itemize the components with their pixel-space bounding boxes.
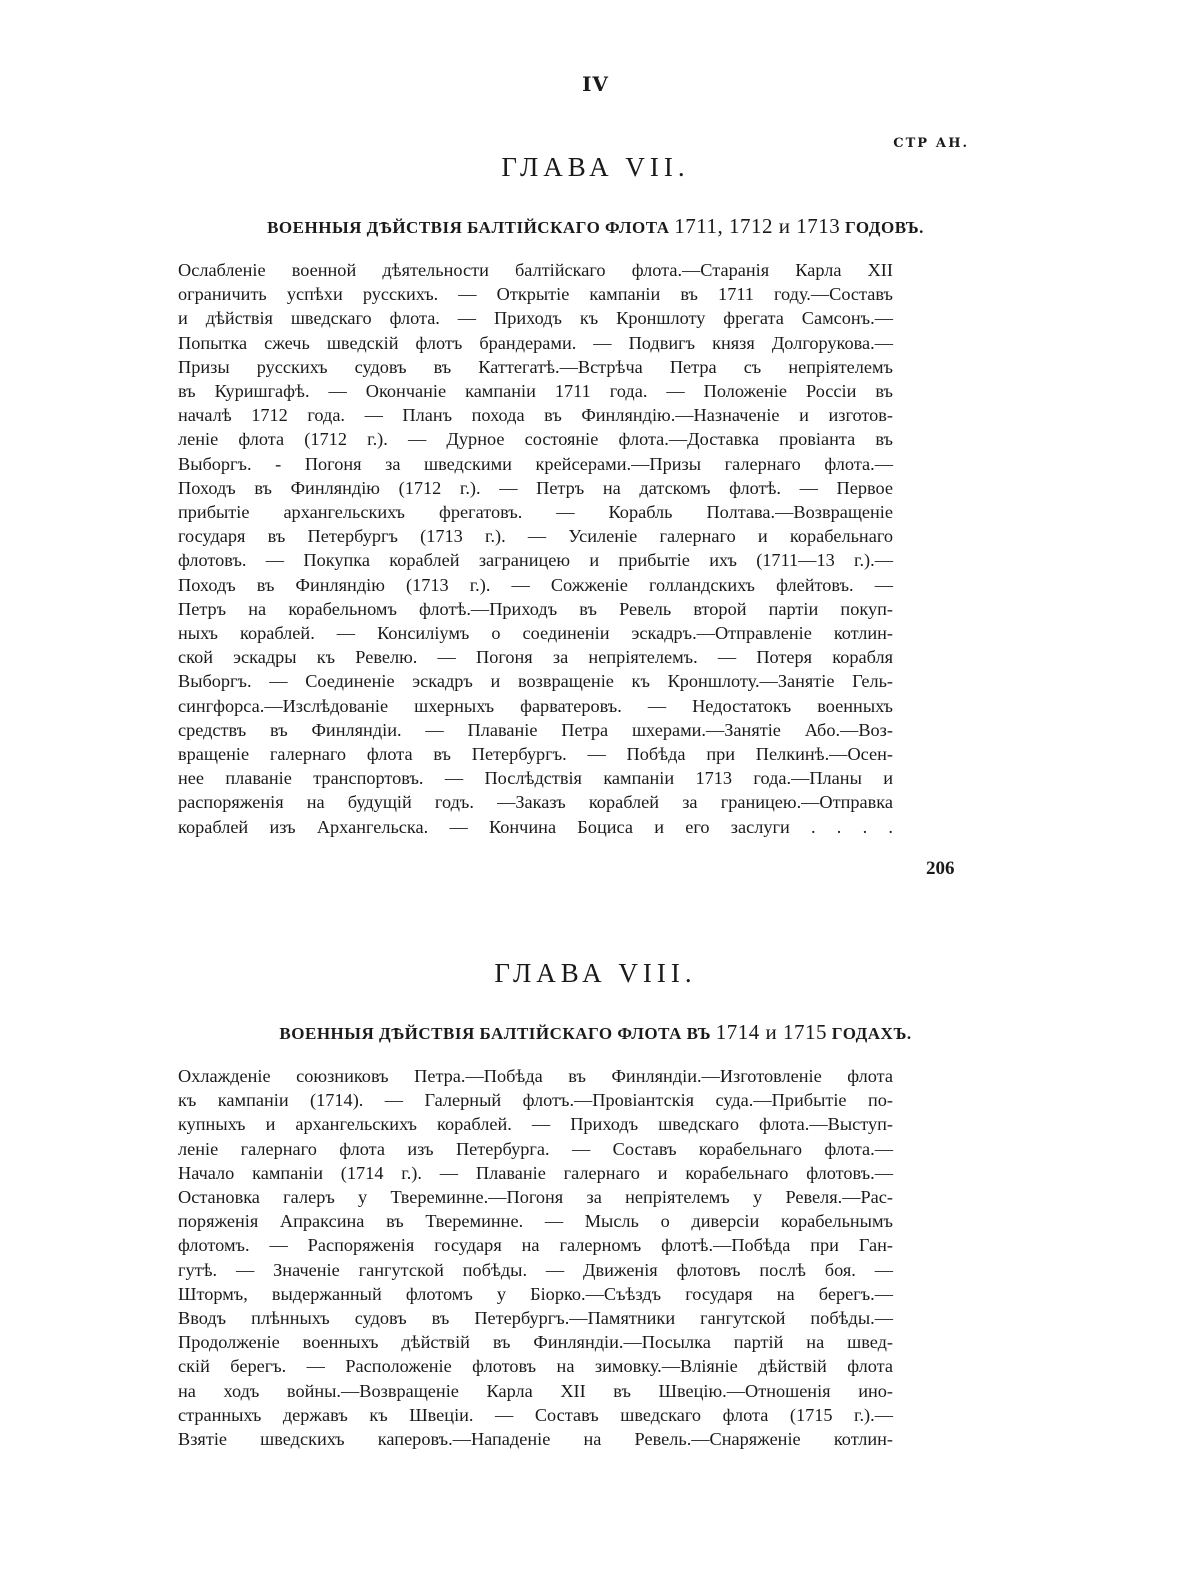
summary-line: въ Куришгафѣ. — Окончаніе кампаніи 1711 года. — Положеніе Россіи въ xyxy=(178,381,893,402)
summary-line: флотомъ. — Распоряженія государя на галерномъ флотѣ.—Побѣда при Ган- xyxy=(178,1235,893,1256)
summary-line: Вводъ плѣнныхъ судовъ въ Петербургъ.—Памятники гангутской побѣды.— xyxy=(178,1308,893,1329)
summary-line: нее плаваніе транспортовъ. — Послѣдствія кампаніи 1713 года.—Планы и xyxy=(178,768,893,789)
chapter-7-subtitle-years: 1711, 1712 и 1713 xyxy=(674,214,841,238)
chapter-7-subtitle-text: ВОЕННЫЯ ДѢЙСТВІЯ БАЛТІЙСКАГО ФЛОТА xyxy=(267,218,670,237)
summary-line: сингфорса.—Изслѣдованіе шхерныхъ фарватеровъ. — Недостатокъ военныхъ xyxy=(178,695,893,716)
summary-line: Ослабленіе военной дѣятельности балтійскаго флота.—Старанія Карла XII xyxy=(178,260,893,280)
summary-line: странныхъ державъ къ Швеціи. — Составъ шведскаго флота (1715 г.).— xyxy=(178,1404,893,1425)
chapter-7-subtitle-end: ГОДОВЪ. xyxy=(845,218,924,237)
chapter-7-summary xyxy=(178,258,893,839)
summary-line: купныхъ и архангельскихъ кораблей. — Приходъ шведскаго флота.—Выступ- xyxy=(178,1114,893,1135)
summary-line: леніе флота (1712 г.). — Дурное состояніе флота.—Доставка провіанта въ xyxy=(178,429,893,450)
chapter-7-page-ref: 206 xyxy=(926,858,955,879)
chapter-8-summary xyxy=(178,1064,893,1451)
chapter-8-subtitle xyxy=(0,1020,1191,1045)
summary-line: Походъ въ Финляндію (1712 г.). — Петръ на датскомъ флотѣ. — Первое xyxy=(178,477,893,498)
summary-line: Призы русскихъ судовъ въ Каттегатѣ.—Встрѣча Петра съ непріятелемъ xyxy=(178,356,893,377)
summary-line: на ходъ войны.—Возвращеніе Карла XII въ Швецію.—Отношенія ино- xyxy=(178,1380,893,1401)
summary-line: ской эскадры къ Ревелю. — Погоня за непріятелемъ. — Потеря корабля xyxy=(178,647,893,668)
summary-line: началѣ 1712 года. — Планъ похода въ Финляндію.—Назначеніе и изготов- xyxy=(178,405,893,426)
summary-line: и дѣйствія шведскаго флота. — Приходъ къ Кроншлоту фрегата Самсонъ.— xyxy=(178,308,893,329)
chapter-8-title: ГЛАВА VIII. xyxy=(494,958,697,988)
chapter-8-subtitle-end: ГОДАХЪ. xyxy=(831,1024,912,1043)
summary-line: Начало кампаніи (1714 г.). — Плаваніе галернаго и корабельнаго флотовъ.— xyxy=(178,1162,893,1183)
chapter-8-subtitle-years: 1714 и 1715 xyxy=(715,1020,828,1044)
summary-line: прибытіе архангельскихъ фрегатовъ. — Корабль Полтава.—Возвращеніе xyxy=(178,502,893,523)
summary-line: Штормъ, выдержанный флотомъ у Біорко.—Съѣздъ государя на берегъ.— xyxy=(178,1283,893,1304)
summary-line: Охлажденіе союзниковъ Петра.—Побѣда въ Финляндіи.—Изготовленіе флота xyxy=(178,1066,893,1086)
summary-line: ограничить успѣхи русскихъ. — Открытіе кампаніи въ 1711 году.—Составъ xyxy=(178,284,893,305)
summary-line: средствъ въ Финляндіи. — Плаваніе Петра шхерами.—Занятіе Або.—Воз- xyxy=(178,719,893,740)
page-number: IV xyxy=(582,72,609,96)
summary-line: скій берегъ. — Расположеніе флотовъ на зимовку.—Вліяніе дѣйствій флота xyxy=(178,1356,893,1377)
summary-line: поряженія Апраксина въ Твереминне. — Мысль о диверсіи корабельнымъ xyxy=(178,1211,893,1232)
summary-line: флотовъ. — Покупка кораблей заграницею и прибытіе ихъ (1711—13 г.).— xyxy=(178,550,893,571)
summary-line: леніе галернаго флота изъ Петербурга. — Составъ корабельнаго флота.— xyxy=(178,1138,893,1159)
summary-line: Походъ въ Финляндію (1713 г.). — Сожженіе голландскихъ флейтовъ. — xyxy=(178,574,893,595)
summary-line: вращеніе галернаго флота въ Петербургъ. — Побѣда при Пелкинѣ.—Осен- xyxy=(178,744,893,765)
summary-line: распоряженія на будущій годъ. —Заказъ кораблей за границею.—Отправка xyxy=(178,792,893,813)
summary-line: кораблей изъ Архангельска. — Кончина Боциса и его заслуги . . . . xyxy=(178,816,893,837)
summary-line: государя въ Петербургъ (1713 г.). — Усиленіе галернаго и корабельнаго xyxy=(178,526,893,547)
summary-line: Выборгъ. - Погоня за шведскими крейсерами.—Призы галернаго флота.— xyxy=(178,453,893,474)
chapter-8-subtitle-text: ВОЕННЫЯ ДѢЙСТВІЯ БАЛТІЙСКАГО ФЛОТА ВЪ xyxy=(279,1024,712,1043)
chapter-7-title: ГЛАВА VII. xyxy=(501,152,690,182)
summary-line: Продолженіе военныхъ дѣйствій въ Финляндіи.—Посылка партій на швед- xyxy=(178,1332,893,1353)
summary-line: Петръ на корабельномъ флотѣ.—Приходъ въ Ревель второй партіи покуп- xyxy=(178,598,893,619)
summary-line: ныхъ кораблей. — Консиліумъ о соединеніи эскадръ.—Отправленіе котлин- xyxy=(178,623,893,644)
summary-line: къ кампаніи (1714). — Галерный флотъ.—Провіантскія суда.—Прибытіе по- xyxy=(178,1090,893,1111)
summary-line: Остановка галеръ у Твереминне.—Погоня за непріятелемъ у Ревеля.—Рас- xyxy=(178,1187,893,1208)
summary-line: Попытка сжечь шведскій флотъ брандерами. — Подвигъ князя Долгорукова.— xyxy=(178,332,893,353)
summary-line: Выборгъ. — Соединеніе эскадръ и возвращеніе къ Кроншлоту.—Занятіе Гель- xyxy=(178,671,893,692)
summary-line: Взятіе шведскихъ каперовъ.—Нападеніе на Ревель.—Снаряженіе котлин- xyxy=(178,1429,893,1450)
chapter-7-subtitle xyxy=(0,214,1191,239)
summary-line: гутѣ. — Значеніе гангутской побѣды. — Движенія флотовъ послѣ боя. — xyxy=(178,1259,893,1280)
page-column-header: СТР АН. xyxy=(893,136,969,151)
